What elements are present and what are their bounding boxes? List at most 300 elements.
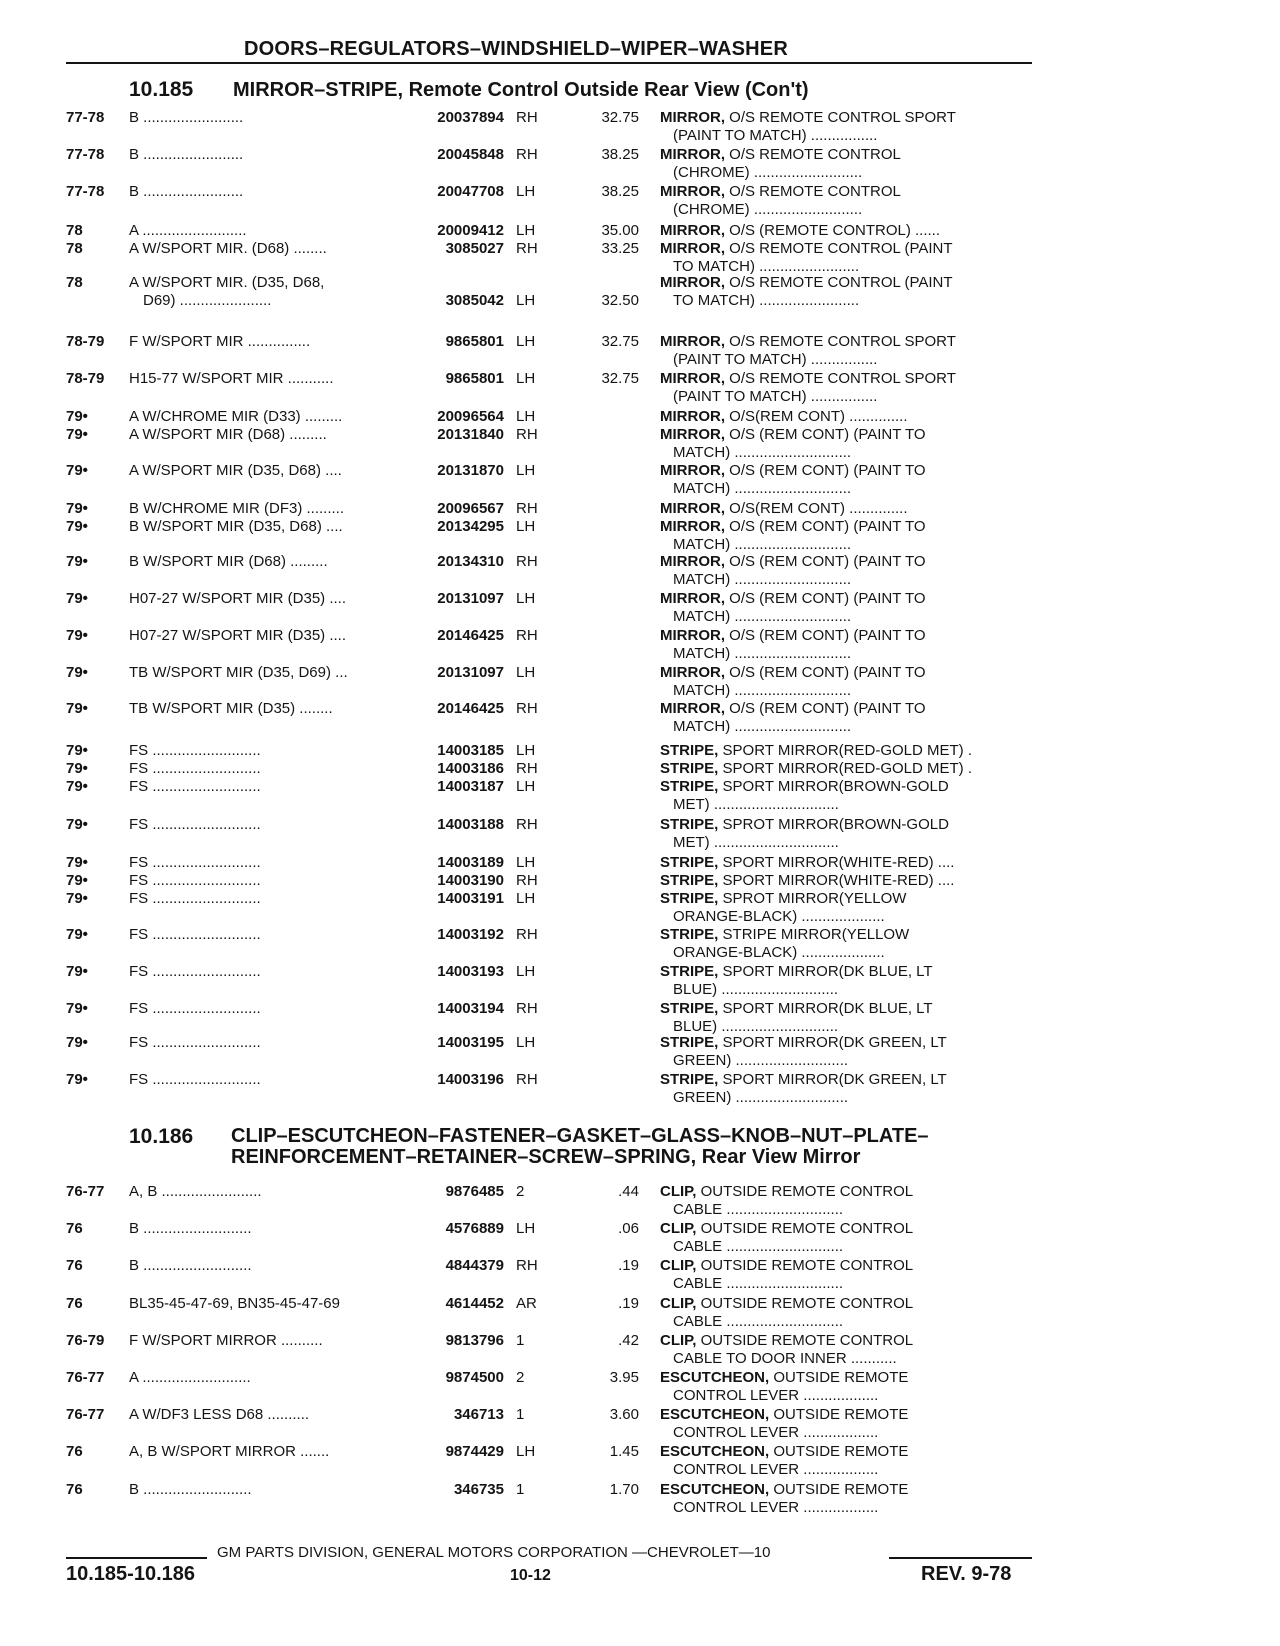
row-keyword: STRIPE, [660,926,719,943]
row-year: 77-78 [66,109,105,126]
row-desc: O/S (REM CONT) (PAINT TO [725,553,926,570]
row-qty: RH [516,426,538,443]
row-description [660,700,1032,718]
row-qty: LH [516,590,536,607]
row-description [660,1071,1032,1089]
row-keyword: MIRROR, [660,518,725,535]
row-keyword: MIRROR, [660,370,725,387]
row-description [660,1443,1032,1461]
row-desc2: MATCH) ............................ [673,645,852,662]
row-part: 9865801 [445,333,504,350]
row-desc2: (PAINT TO MATCH) ................ [673,127,878,144]
row-desc2: CONTROL LEVER .................. [673,1424,879,1441]
row-desc: O/S REMOTE CONTROL SPORT [725,333,956,350]
row-keyword: CLIP, [660,1220,697,1237]
row-description [660,778,1032,796]
part-row [0,1183,1280,1223]
row-app: A, B W/SPORT MIRROR ....... [129,1443,330,1460]
part-row [0,816,1280,856]
row-year: 79• [66,872,88,889]
row-year: 79• [66,500,88,517]
row-qty: LH [516,292,536,309]
row-price: 32.75 [601,333,639,350]
row-desc: O/S (REM CONT) (PAINT TO [725,518,926,535]
row-desc: O/S REMOTE CONTROL [725,146,901,163]
row-desc: SPORT MIRROR(RED-GOLD MET) . [718,742,972,759]
row-desc2: CABLE ............................ [673,1201,844,1218]
row-qty: 1 [516,1406,525,1423]
row-keyword: MIRROR, [660,408,725,425]
row-keyword: MIRROR, [660,183,725,200]
row-description [660,872,1032,890]
row-desc: OUTSIDE REMOTE CONTROL [696,1183,914,1200]
row-description [660,240,1032,258]
row-desc: OUTSIDE REMOTE CONTROL [696,1257,914,1274]
row-part: 9813796 [445,1332,504,1349]
section-title: MIRROR–STRIPE, Remote Control Outside Rear View (Con't) [233,79,809,101]
row-desc: O/S REMOTE CONTROL SPORT [725,370,956,387]
row-app: FS .......................... [129,854,261,871]
row-qty: RH [516,627,538,644]
part-row [0,518,1280,558]
row-qty: LH [516,408,536,425]
part-row [0,333,1280,373]
part-row [0,274,1280,314]
row-year: 79• [66,700,88,717]
part-row [0,1071,1280,1111]
page-title: DOORS–REGULATORS–WINDSHIELD–WIPER–WASHER [244,38,788,60]
section-number: 10.185 [129,78,194,101]
row-price: 38.25 [601,183,639,200]
footer-rule-left [66,1557,207,1559]
row-year: 76 [66,1443,83,1460]
row-desc2: CONTROL LEVER .................. [673,1387,879,1404]
row-keyword: MIRROR, [660,426,725,443]
row-price: 33.25 [601,240,639,257]
row-qty: LH [516,333,536,350]
row-keyword: MIRROR, [660,500,725,517]
row-keyword: STRIPE, [660,1034,719,1051]
row-year: 79• [66,462,88,479]
row-keyword: MIRROR, [660,553,725,570]
row-app: F W/SPORT MIRROR .......... [129,1332,323,1349]
row-desc: O/S (REM CONT) (PAINT TO [725,426,926,443]
part-row [0,1406,1280,1446]
row-desc2: MATCH) ............................ [673,571,852,588]
row-qty: RH [516,146,538,163]
row-part: 14003196 [437,1071,504,1088]
part-row [0,109,1280,149]
row-part: 14003193 [437,963,504,980]
part-row [0,627,1280,667]
row-desc: O/S (REMOTE CONTROL) ...... [725,222,941,239]
row-desc: SPORT MIRROR(DK BLUE, LT [718,1000,933,1017]
row-qty: RH [516,926,538,943]
row-part: 14003192 [437,926,504,943]
row-desc2: GREEN) ........................... [673,1089,849,1106]
part-row [0,183,1280,223]
row-app: A .......................... [129,1369,251,1386]
part-row [0,426,1280,466]
row-description [660,518,1032,536]
row-desc2: BLUE) ............................ [673,981,839,998]
row-year: 76-77 [66,1369,105,1386]
row-qty: LH [516,742,536,759]
row-desc: OUTSIDE REMOTE [769,1406,909,1423]
row-description [660,1257,1032,1275]
row-price: 32.75 [601,370,639,387]
row-part: 20134310 [437,553,504,570]
row-desc: O/S(REM CONT) .............. [725,408,908,425]
section-number: 10.186 [129,1125,194,1148]
row-qty: RH [516,1000,538,1017]
header-rule [66,62,1032,64]
row-part: 20009412 [437,222,504,239]
row-desc2: (PAINT TO MATCH) ................ [673,351,878,368]
row-price: 32.75 [601,109,639,126]
row-app: B .......................... [129,1481,252,1498]
row-price: 1.45 [609,1443,639,1460]
row-part: 20047708 [437,183,504,200]
row-qty: LH [516,1443,536,1460]
row-description [660,590,1032,608]
row-year: 78 [66,240,83,257]
row-year: 79• [66,1000,88,1017]
row-keyword: MIRROR, [660,333,725,350]
row-year: 79• [66,627,88,644]
row-keyword: MIRROR, [660,627,725,644]
part-row [0,462,1280,502]
row-app: FS .......................... [129,816,261,833]
row-part: 14003189 [437,854,504,871]
row-desc: OUTSIDE REMOTE [769,1369,909,1386]
row-part: 14003190 [437,872,504,889]
row-year: 76 [66,1257,83,1274]
row-qty: RH [516,553,538,570]
row-keyword: STRIPE, [660,1000,719,1017]
row-qty: LH [516,664,536,681]
row-part: 20096564 [437,408,504,425]
row-year: 79• [66,408,88,425]
row-qty: LH [516,963,536,980]
row-year: 79• [66,890,88,907]
row-description [660,1000,1032,1018]
row-price: 1.70 [609,1481,639,1498]
row-part: 20096567 [437,500,504,517]
row-description [660,553,1032,571]
row-description [660,1034,1032,1052]
row-app: TB W/SPORT MIR (D35, D69) ... [129,664,348,681]
row-keyword: CLIP, [660,1295,697,1312]
row-price: 35.00 [601,222,639,239]
row-desc: O/S (REM CONT) (PAINT TO [725,590,926,607]
row-keyword: MIRROR, [660,664,725,681]
row-desc2: MATCH) ............................ [673,444,852,461]
row-qty: LH [516,222,536,239]
row-keyword: CLIP, [660,1257,697,1274]
row-app: BL35-45-47-69, BN35-45-47-69 [129,1295,340,1312]
row-desc: O/S(REM CONT) .............. [725,500,908,517]
row-app2: D69) ...................... [143,292,272,309]
row-desc: O/S (REM CONT) (PAINT TO [725,462,926,479]
row-desc: SPORT MIRROR(WHITE-RED) .... [718,872,955,889]
row-desc2: MATCH) ............................ [673,682,852,699]
row-app: FS .......................... [129,963,261,980]
row-year: 78-79 [66,333,105,350]
row-description [660,1481,1032,1499]
row-qty: RH [516,700,538,717]
row-year: 78-79 [66,370,105,387]
row-year: 79• [66,963,88,980]
row-part: 20146425 [437,627,504,644]
row-app: FS .......................... [129,1071,261,1088]
row-year: 76 [66,1295,83,1312]
row-keyword: MIRROR, [660,462,725,479]
row-desc2: MATCH) ............................ [673,480,852,497]
part-row [0,664,1280,704]
part-row [0,1295,1280,1335]
row-year: 76-79 [66,1332,105,1349]
row-description [660,426,1032,444]
row-desc2: BLUE) ............................ [673,1018,839,1035]
part-row [0,1443,1280,1483]
row-keyword: ESCUTCHEON, [660,1481,770,1498]
row-app: A W/SPORT MIR (D35, D68) .... [129,462,342,479]
row-app: B W/SPORT MIR (D35, D68) .... [129,518,343,535]
row-description [660,1220,1032,1238]
row-desc2: CABLE ............................ [673,1275,844,1292]
row-keyword: STRIPE, [660,963,719,980]
row-description [660,854,1032,872]
row-price: 38.25 [601,146,639,163]
row-app: F W/SPORT MIR ............... [129,333,311,350]
row-year: 76 [66,1220,83,1237]
row-keyword: STRIPE, [660,1071,719,1088]
row-keyword: MIRROR, [660,700,725,717]
row-app: FS .......................... [129,1000,261,1017]
section-range: 10.185-10.186 [66,1563,196,1585]
row-app: H15-77 W/SPORT MIR ........... [129,370,334,387]
row-price: .06 [618,1220,639,1237]
row-desc: O/S (REM CONT) (PAINT TO [725,627,926,644]
row-keyword: MIRROR, [660,274,725,291]
row-desc2: MATCH) ............................ [673,608,852,625]
row-app: A W/SPORT MIR. (D35, D68, [129,274,325,291]
row-qty: RH [516,760,538,777]
row-description [660,742,1032,760]
section-title: CLIP–ESCUTCHEON–FASTENER–GASKET–GLASS–KNOB–NUT–PLATE– [231,1125,929,1147]
row-description [660,146,1032,164]
row-year: 79• [66,1071,88,1088]
row-qty: 2 [516,1369,525,1386]
row-part: 9874500 [445,1369,504,1386]
row-desc: SPROT MIRROR(BROWN-GOLD [718,816,949,833]
part-row [0,553,1280,593]
row-part: 4576889 [445,1220,504,1237]
row-part: 3085042 [445,292,504,309]
row-description [660,1183,1032,1201]
row-part: 20131870 [437,462,504,479]
row-desc2: (CHROME) .......................... [673,164,863,181]
row-desc2: TO MATCH) ........................ [673,258,860,275]
row-desc2: (PAINT TO MATCH) ................ [673,388,878,405]
row-year: 79• [66,426,88,443]
row-keyword: MIRROR, [660,146,725,163]
row-desc: SPROT MIRROR(YELLOW [718,890,907,907]
row-app: A, B ........................ [129,1183,262,1200]
row-part: 4614452 [445,1295,504,1312]
row-part: 14003188 [437,816,504,833]
part-row [0,1332,1280,1372]
row-desc2: (CHROME) .......................... [673,201,863,218]
row-qty: LH [516,1220,536,1237]
row-keyword: STRIPE, [660,816,719,833]
row-description [660,370,1032,388]
row-description [660,963,1032,981]
row-year: 79• [66,854,88,871]
row-keyword: STRIPE, [660,742,719,759]
part-row [0,1369,1280,1409]
row-desc2: ORANGE-BLACK) .................... [673,944,885,961]
row-desc2: ORANGE-BLACK) .................... [673,908,885,925]
row-year: 79• [66,742,88,759]
row-app: B .......................... [129,1257,252,1274]
row-qty: LH [516,854,536,871]
row-qty: RH [516,816,538,833]
row-description [660,109,1032,127]
row-desc: OUTSIDE REMOTE CONTROL [696,1220,914,1237]
section-title-continued: REINFORCEMENT–RETAINER–SCREW–SPRING, Rear View Mirror [231,1146,861,1168]
row-part: 4844379 [445,1257,504,1274]
row-price: .42 [618,1332,639,1349]
row-keyword: MIRROR, [660,240,725,257]
row-qty: RH [516,500,538,517]
row-part: 14003195 [437,1034,504,1051]
row-app: TB W/SPORT MIR (D35) ........ [129,700,333,717]
row-qty: 1 [516,1332,525,1349]
part-row [0,590,1280,630]
row-year: 76-77 [66,1183,105,1200]
row-app: B W/CHROME MIR (DF3) ......... [129,500,344,517]
row-year: 78 [66,222,83,239]
row-description [660,664,1032,682]
row-qty: 1 [516,1481,525,1498]
row-qty: LH [516,1034,536,1051]
row-price: 3.60 [609,1406,639,1423]
row-app: FS .......................... [129,926,261,943]
row-part: 14003185 [437,742,504,759]
page-number: 10-12 [510,1567,551,1584]
row-desc2: GREEN) ........................... [673,1052,849,1069]
row-part: 20146425 [437,700,504,717]
part-row [0,1257,1280,1297]
row-part: 14003194 [437,1000,504,1017]
row-app: H07-27 W/SPORT MIR (D35) .... [129,627,346,644]
part-row [0,890,1280,930]
row-qty: LH [516,462,536,479]
row-keyword: STRIPE, [660,872,719,889]
row-description [660,274,1032,292]
row-desc: SPORT MIRROR(RED-GOLD MET) . [718,760,972,777]
row-part: 14003191 [437,890,504,907]
row-keyword: STRIPE, [660,854,719,871]
part-row [0,778,1280,818]
row-qty: LH [516,778,536,795]
row-keyword: CLIP, [660,1332,697,1349]
row-desc: OUTSIDE REMOTE CONTROL [696,1332,914,1349]
row-qty: LH [516,518,536,535]
row-desc2: CABLE TO DOOR INNER ........... [673,1350,897,1367]
row-part: 9876485 [445,1183,504,1200]
row-price: .19 [618,1257,639,1274]
row-desc2: CABLE ............................ [673,1313,844,1330]
row-year: 79• [66,926,88,943]
row-keyword: STRIPE, [660,760,719,777]
row-qty: AR [516,1295,537,1312]
row-qty: RH [516,872,538,889]
part-row [0,146,1280,186]
row-desc: O/S REMOTE CONTROL (PAINT [725,240,953,257]
row-desc: OUTSIDE REMOTE CONTROL [696,1295,914,1312]
row-part: 20131097 [437,664,504,681]
row-desc: SPORT MIRROR(DK GREEN, LT [718,1034,947,1051]
row-year: 79• [66,664,88,681]
row-app: A W/DF3 LESS D68 .......... [129,1406,310,1423]
row-app: B ........................ [129,146,244,163]
row-part: 3085027 [445,240,504,257]
row-part: 20131840 [437,426,504,443]
row-desc: O/S REMOTE CONTROL (PAINT [725,274,953,291]
part-row [0,1034,1280,1074]
row-description [660,1369,1032,1387]
row-app: A ......................... [129,222,247,239]
row-desc2: CONTROL LEVER .................. [673,1461,879,1478]
row-part: 20131097 [437,590,504,607]
row-part: 346735 [453,1481,504,1498]
part-row [0,963,1280,1003]
row-desc: O/S (REM CONT) (PAINT TO [725,700,926,717]
row-part: 9865801 [445,370,504,387]
row-qty: LH [516,183,536,200]
row-app: B .......................... [129,1220,252,1237]
row-price: .44 [618,1183,639,1200]
row-keyword: CLIP, [660,1183,697,1200]
part-row [0,1220,1280,1260]
row-description [660,408,1032,426]
row-qty: LH [516,370,536,387]
row-year: 79• [66,590,88,607]
row-desc: O/S (REM CONT) (PAINT TO [725,664,926,681]
row-year: 78 [66,274,83,291]
row-description [660,222,1032,240]
row-description [660,500,1032,518]
row-app: A W/CHROME MIR (D33) ......... [129,408,343,425]
row-app: FS .......................... [129,1034,261,1051]
row-keyword: ESCUTCHEON, [660,1406,770,1423]
row-description [660,890,1032,908]
footer-rule-right [889,1557,1032,1559]
row-qty: RH [516,240,538,257]
row-qty: RH [516,109,538,126]
row-part: 14003187 [437,778,504,795]
row-description [660,926,1032,944]
row-app: FS .......................... [129,760,261,777]
row-keyword: MIRROR, [660,590,725,607]
part-row [0,370,1280,410]
row-year: 79• [66,553,88,570]
row-description [660,1295,1032,1313]
row-part: 20134295 [437,518,504,535]
